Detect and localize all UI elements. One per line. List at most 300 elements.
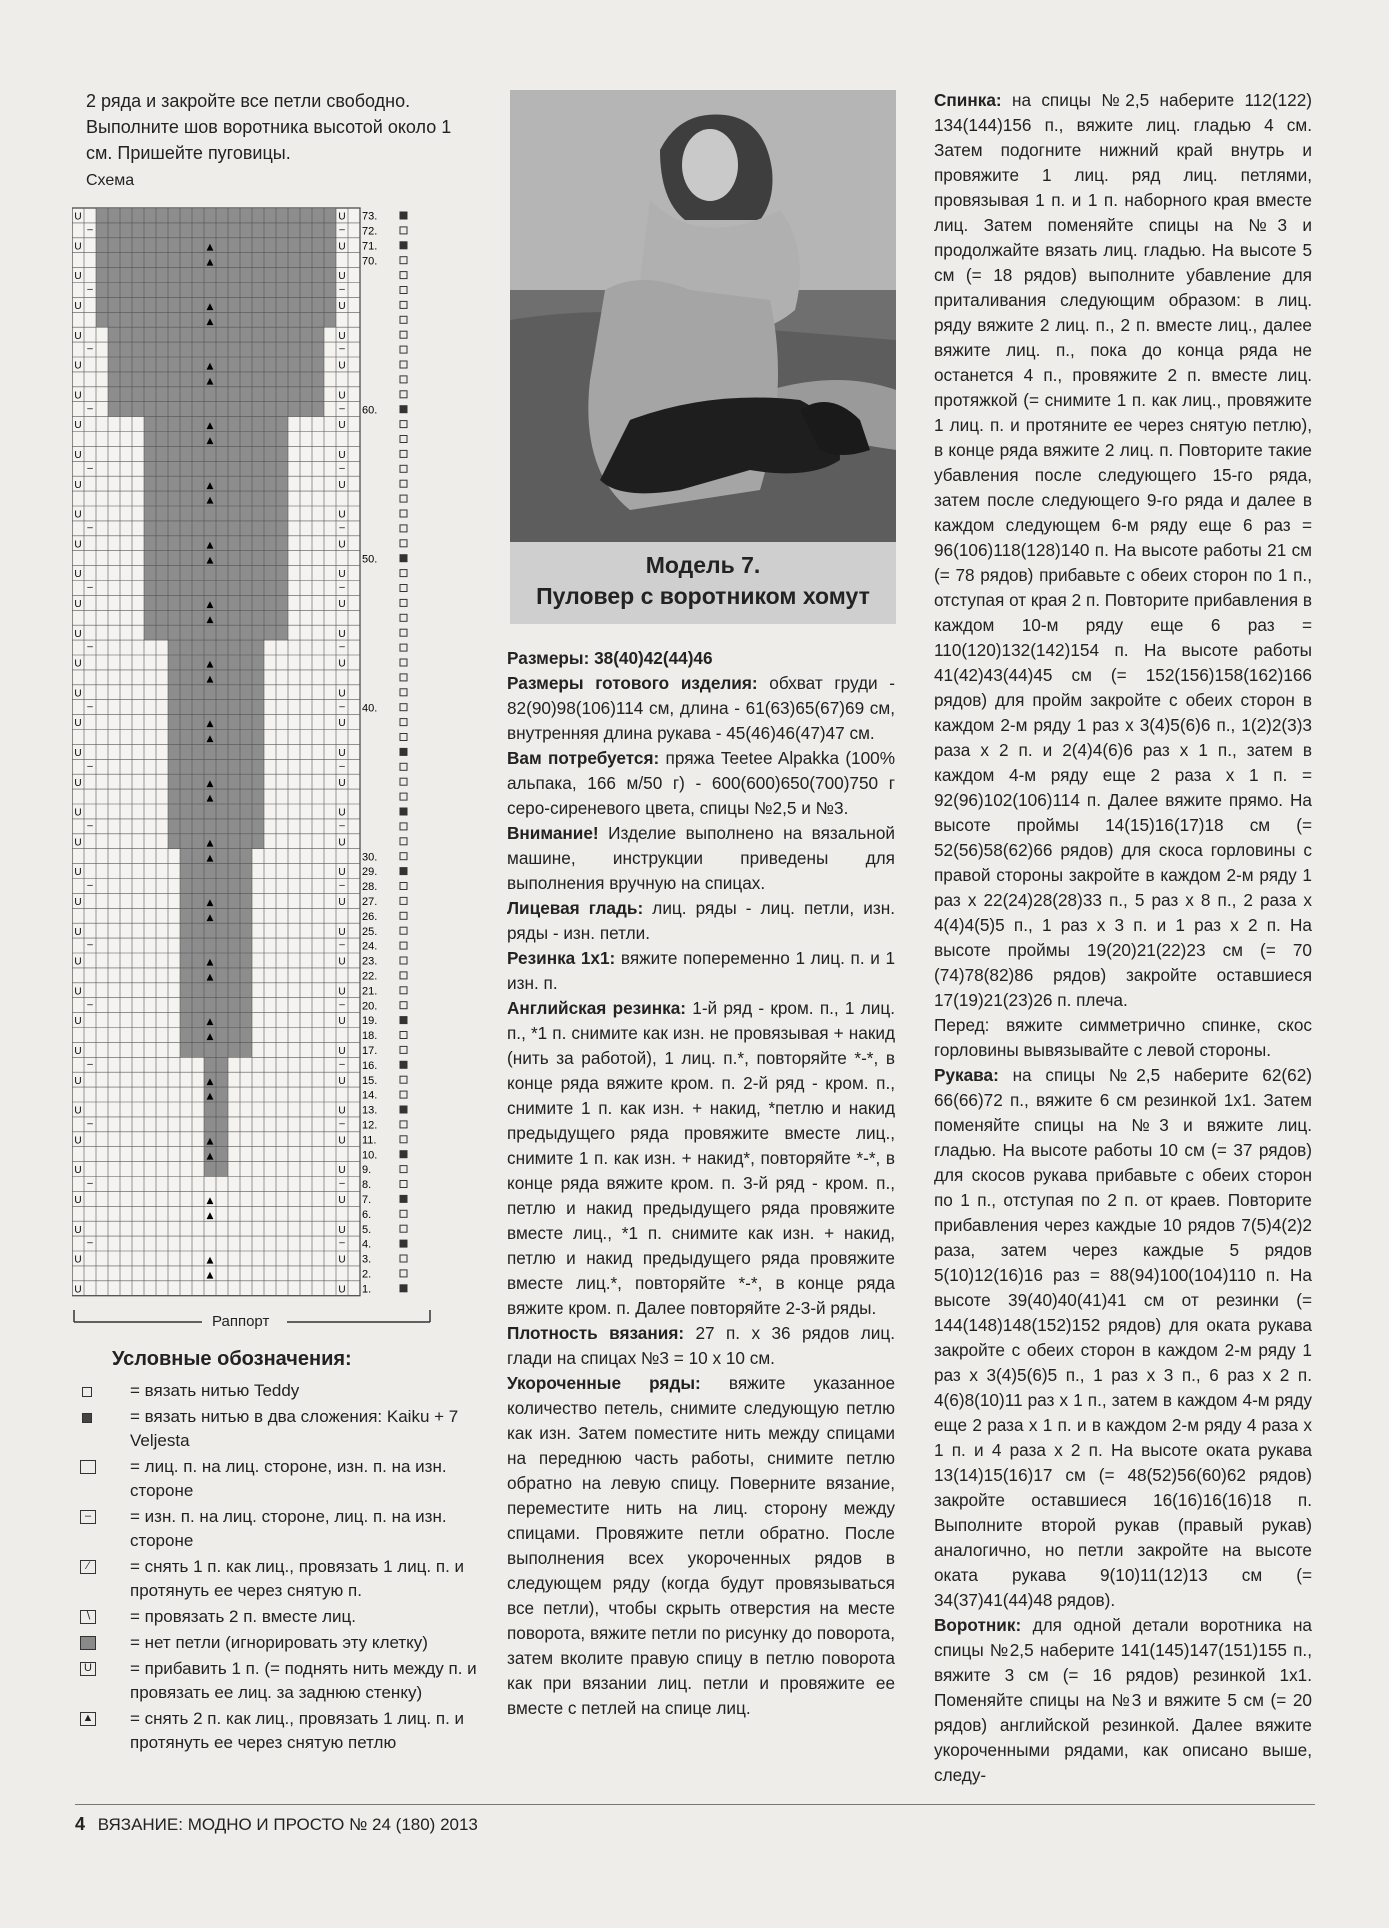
increase-icon: U <box>74 569 82 581</box>
legend-item <box>78 1707 488 1755</box>
right-heading: Воротник: <box>934 1615 1022 1635</box>
legend-text: = вязать нитью Teddy <box>130 1381 300 1400</box>
triangle-icon: ▲ <box>206 242 214 253</box>
chart-row-number: 15. <box>362 1074 378 1087</box>
increase-icon: U <box>74 1105 82 1117</box>
small-square-icon <box>400 659 407 666</box>
increase-icon: U <box>74 1075 82 1087</box>
right-paragraph <box>934 88 1312 1013</box>
chart-row-number: 23. <box>362 955 378 968</box>
legend-item <box>78 1605 488 1629</box>
increase-icon: U <box>338 360 346 372</box>
increase-icon: U <box>338 1165 346 1177</box>
filled-square-icon <box>400 1240 407 1247</box>
small-square-icon <box>400 465 407 472</box>
increase-icon: U <box>74 1016 82 1028</box>
middle-body: пряжа Teetee Alpakka (100% альпака, 166 м/50 г) - 600(600)650(700)750 г серо-сиреневого цвета, спицы №2,5 и №3. <box>507 748 895 818</box>
small-square-icon <box>400 1166 407 1173</box>
triangle-icon: ▲ <box>206 912 214 923</box>
filled-square-icon <box>400 242 407 249</box>
small-square-icon <box>400 987 407 994</box>
small-square-icon <box>400 1091 407 1098</box>
chart-row-number: 22. <box>362 970 378 983</box>
increase-icon: U <box>74 539 82 551</box>
dash-square-icon: – <box>87 403 93 415</box>
triangle-icon: ▲ <box>206 376 214 387</box>
increase-icon: U <box>338 509 346 521</box>
small-square-icon <box>400 644 407 651</box>
dash-square-icon: – <box>339 999 345 1011</box>
increase-icon: U <box>74 509 82 521</box>
triangle-icon: ▲ <box>80 1712 96 1726</box>
chart-row-number: 17. <box>362 1045 378 1058</box>
footer <box>75 1814 478 1835</box>
triangle-icon: ▲ <box>206 495 214 506</box>
increase-icon: U <box>74 1195 82 1207</box>
model-photo <box>510 90 896 542</box>
increase-icon: U <box>338 479 346 491</box>
small-square-icon <box>400 1255 407 1262</box>
chart-row-number: 24. <box>362 940 378 953</box>
small-square-icon <box>400 331 407 338</box>
increase-icon: U <box>338 1075 346 1087</box>
middle-body: 1-й ряд - кром. п., 1 лиц. п., *1 п. снимите как изн. не провязывая + накид (нить за работой), 1 лиц. п.*, повторяйте *-*, в конце ряда вяжите кром. п. 2-й ряд - кром. п., снимите 1 п. как изн. + накид, *петлю и накид предыдущего ряда провяжите вместе лиц., снимите 1 п. как изн. + накид*, повторяйте *-*, в конце ряда вяжите кром. п. 3-й ряд - кром. п., петлю и накид предыдущего ряда провяжите вместе лиц., *1 п. снимите как изн. + накид, петлю и накид предыдущего ряда провяжите вместе лиц.*, повторяйте *-*, в конце ряда вяжите кром. п. Далее повторяйте 2-3-й ряды. <box>507 998 895 1318</box>
dash-square-icon: – <box>87 224 93 236</box>
legend-items <box>78 1379 488 1755</box>
grey-square-icon <box>80 1636 96 1650</box>
triangle-icon: ▲ <box>206 540 214 551</box>
triangle-icon: ▲ <box>206 1210 214 1221</box>
small-square-icon <box>82 1387 92 1397</box>
triangle-icon: ▲ <box>206 1032 214 1043</box>
small-square-icon <box>400 1181 407 1188</box>
chart-row-number: 13. <box>362 1104 378 1117</box>
increase-icon: U <box>338 420 346 432</box>
triangle-icon: ▲ <box>206 1017 214 1028</box>
footer-publication: ВЯЗАНИЕ: МОДНО И ПРОСТО № 24 (180) 2013 <box>97 1815 478 1834</box>
increase-icon: U <box>338 1224 346 1236</box>
chart-row-number: 50. <box>362 553 378 566</box>
chart-row-number: 1. <box>362 1283 372 1296</box>
increase-icon: U <box>338 569 346 581</box>
legend-item <box>78 1555 488 1603</box>
small-square-icon <box>400 897 407 904</box>
triangle-icon: ▲ <box>206 734 214 745</box>
increase-icon: U <box>338 211 346 223</box>
small-square-icon <box>400 719 407 726</box>
increase-icon: U <box>338 1016 346 1028</box>
increase-icon: U <box>338 241 346 253</box>
filled-square-icon <box>400 1285 407 1292</box>
chart-row-number: 21. <box>362 985 378 998</box>
chart-row-number: 7. <box>362 1194 372 1207</box>
dash-square-icon: – <box>87 1118 93 1130</box>
chart-row-number: 19. <box>362 1015 378 1028</box>
middle-heading: Английская резинка: <box>507 998 687 1018</box>
increase-icon: U <box>74 330 82 342</box>
dash-square-icon: – <box>339 820 345 832</box>
knitting-chart <box>72 204 492 1310</box>
dash-square-icon: – <box>339 939 345 951</box>
chart-row-number: 73. <box>362 210 378 223</box>
increase-icon: U <box>338 956 346 968</box>
small-square-icon <box>400 257 407 264</box>
increase-icon: U <box>74 897 82 909</box>
middle-paragraph <box>507 946 895 996</box>
increase-icon: U <box>338 658 346 670</box>
legend-text: = прибавить 1 п. (= поднять нить между п. и провязать ее лиц. за заднюю стенку) <box>130 1659 477 1702</box>
dash-square-icon: – <box>339 462 345 474</box>
increase-icon: U <box>74 1135 82 1147</box>
chart-row-number: 3. <box>362 1253 372 1266</box>
increase-icon: U <box>338 867 346 879</box>
dash-square-icon: – <box>87 522 93 534</box>
increase-icon: U <box>74 837 82 849</box>
right-body: Перед: вяжите симметрично спинке, скос горловины вывязывайте с левой стороны. <box>934 1015 1312 1060</box>
right-paragraph <box>934 1063 1312 1613</box>
empty-square-icon <box>80 1460 96 1474</box>
filled-square-icon <box>400 555 407 562</box>
middle-body: вяжите попеременно 1 лиц. п. и 1 изн. п. <box>507 948 895 993</box>
increase-icon: U <box>74 658 82 670</box>
small-square-icon <box>400 361 407 368</box>
dash-square-icon: – <box>87 1058 93 1070</box>
triangle-icon: ▲ <box>206 898 214 909</box>
dash-square-icon: – <box>339 343 345 355</box>
triangle-icon: ▲ <box>206 1091 214 1102</box>
chart-row-number: 29. <box>362 866 378 879</box>
small-square-icon <box>400 942 407 949</box>
dash-square-icon: – <box>87 939 93 951</box>
scheme-label: Схема <box>86 172 135 189</box>
increase-icon: U <box>74 956 82 968</box>
right-heading: Рукава: <box>934 1065 999 1085</box>
middle-paragraph <box>507 896 895 946</box>
triangle-icon: ▲ <box>206 1196 214 1207</box>
small-square-icon <box>400 391 407 398</box>
increase-icon: U <box>74 926 82 938</box>
legend-text: = снять 2 п. как лиц., провязать 1 лиц. п. и протянуть ее через снятую петлю <box>130 1709 465 1752</box>
small-square-icon <box>400 927 407 934</box>
legend-item <box>78 1657 488 1705</box>
filled-square-icon <box>400 808 407 815</box>
small-square-icon <box>400 793 407 800</box>
triangle-icon: ▲ <box>206 555 214 566</box>
small-square-icon <box>400 1046 407 1053</box>
middle-heading: Лицевая гладь: <box>507 898 644 918</box>
small-square-icon <box>400 972 407 979</box>
small-square-icon <box>400 629 407 636</box>
small-square-icon <box>400 540 407 547</box>
small-square-icon <box>400 1076 407 1083</box>
small-square-icon <box>400 912 407 919</box>
increase-icon: U <box>74 211 82 223</box>
right-body: для одной детали воротника на спицы №2,5 наберите 141(145)147(151)155 п., вяжите 3 см (= 16 рядов) резинкой 1x1. Поменяйте спицы на №3 и вяжите 5 см (= 20 рядов) английской резинкой. Далее вяжите укороченными рядами, как описано выше, следу- <box>934 1615 1312 1785</box>
increase-icon: U <box>338 539 346 551</box>
increase-icon: U <box>74 777 82 789</box>
left-intro-text: 2 ряда и закройте все петли свободно. Выполните шов воротника высотой около 1 см. Пришейте пуговицы. <box>86 91 452 163</box>
increase-icon: U <box>74 450 82 462</box>
triangle-icon: ▲ <box>206 302 214 313</box>
increase-icon: U <box>74 1284 82 1296</box>
triangle-icon: ▲ <box>206 600 214 611</box>
legend-text: = снять 1 п. как лиц., провязать 1 лиц. п. и протянуть ее через снятую п. <box>130 1557 465 1600</box>
dash-square-icon: – <box>87 343 93 355</box>
chart-row-number: 10. <box>362 1149 378 1162</box>
chart-row-number: 11. <box>362 1134 377 1147</box>
chart-row-number: 26. <box>362 910 378 923</box>
triangle-icon: ▲ <box>206 674 214 685</box>
increase-icon: U <box>338 390 346 402</box>
increase-icon: U <box>338 777 346 789</box>
middle-paragraph <box>507 1371 895 1721</box>
increase-icon: U <box>74 1224 82 1236</box>
increase-icon: U <box>74 479 82 491</box>
increase-icon: U <box>338 986 346 998</box>
increase-icon: U <box>338 628 346 640</box>
small-square-icon <box>400 346 407 353</box>
dash-square-icon: – <box>87 1237 93 1249</box>
chart-row-number: 70. <box>362 255 378 268</box>
small-square-icon <box>400 1121 407 1128</box>
right-column <box>934 88 1312 1788</box>
triangle-icon: ▲ <box>206 257 214 268</box>
dash-square-icon: – <box>339 522 345 534</box>
chart-row-number: 28. <box>362 881 378 894</box>
dash-square-icon: – <box>339 224 345 236</box>
triangle-icon: ▲ <box>206 421 214 432</box>
legend-text: = нет петли (игнорировать эту клетку) <box>130 1633 428 1652</box>
small-square-icon <box>400 570 407 577</box>
increase-icon: U <box>74 688 82 700</box>
small-square-icon <box>400 1136 407 1143</box>
chart-row-number: 18. <box>362 1030 378 1043</box>
dash-square-icon: – <box>339 1118 345 1130</box>
middle-body: обхват груди - 82(90)98(106)114 см, длина - 61(63)65(67)69 см, внутренняя длина рукава - 45(46)46(47)47 см. <box>507 673 895 743</box>
small-square-icon <box>400 823 407 830</box>
legend-item <box>78 1455 488 1503</box>
legend-item <box>78 1631 488 1655</box>
small-square-icon <box>400 510 407 517</box>
rapport-label: Раппорт <box>212 1313 270 1330</box>
small-square-icon <box>400 1032 407 1039</box>
triangle-icon: ▲ <box>206 1255 214 1266</box>
right-body: на спицы №2,5 наберите 112(122) 134(144)156 п., вяжите лиц. гладью 4 см. Затем подогните нижний край внутрь и провяжите 1 лиц. ряд лиц. петлями, провязывая 1 п. и 1 п. наборного края вместе лиц. Затем поменяйте спицы на №3 и продолжайте вязать лиц. гладью. На высоте 5 см (= 18 рядов) выполните убавление для приталивания следующим образом: в лиц. ряду вяжите 2 лиц. п., 2 п. вместе лиц., далее вяжите лиц. п., пока до конца ряда не останется 4 п., провяжите 2 п. вместе лиц. протяжкой (= снимите 1 п. как лиц., провяжите 1 лиц. п. и протяните ее через снятую петлю), в конце ряда вяжите 2 лиц. п. Повторите такие убавления после следующего 15-го ряда, затем после следующего 9-го ряда и далее в каждом следующем 6-м ряду еще 6 раз = 96(106)118(128)140 п. На высоте работы 21 см (= 78 рядов) прибавьте с обеих сторон по 1 п., отступая от края 2 п. Повторите прибавления в каждом 10-м ряду еще 6 раз = 110(120)132(142)154 п. На высоте работы 41(42)43(44)45 см (= 152(156)158(162)166 рядов) для пройм закройте с обеих сторон в каждом 2-м ряду 1 раз x 3(4)5(6)6 п., 1(2)2(3)3 раза x 2 п. и 2(4)4(6)6 раз x 1 п., затем в каждом 4-м ряду еще 2 раза x 1 п. = 92(96)102(106)114 п. Далее вяжите прямо. На высоте проймы 14(15)16(17)18 см (= 52(56)58(62)66 рядов) для скоса горловины с правой стороны закройте в каждом 2-м ряду 1 раз x 22(24)28(28)33 п., 5 раз x 8 п., 2 раза x 4(4)4(5)5 п., 1 раз x 3 п. и 1 раз x 2 п. На высоте проймы 19(20)21(22)23 см (= 70 (74)78(82)86 рядов) закройте оставшиеся 17(19)21(23)26 п. плеча. <box>934 90 1312 1010</box>
middle-heading: Укороченные ряды: <box>507 1373 701 1393</box>
legend-item <box>78 1505 488 1553</box>
small-square-icon <box>400 853 407 860</box>
chart-row-number: 9. <box>362 1164 372 1177</box>
small-square-icon <box>400 227 407 234</box>
small-square-icon <box>400 376 407 383</box>
chart-row-number: 27. <box>362 896 378 909</box>
small-square-icon <box>400 704 407 711</box>
rapport-bracket <box>72 1310 432 1334</box>
small-square-icon <box>400 1225 407 1232</box>
chart-row-number: 16. <box>362 1059 378 1072</box>
increase-icon: U <box>74 599 82 611</box>
right-paragraph <box>934 1013 1312 1063</box>
middle-column <box>507 646 895 1721</box>
increase-icon: U <box>74 420 82 432</box>
small-square-icon <box>400 480 407 487</box>
chart-row-number: 40. <box>362 702 378 715</box>
increase-icon: U <box>338 271 346 283</box>
triangle-icon: ▲ <box>206 778 214 789</box>
increase-icon: U <box>74 1046 82 1058</box>
chart-row-number: 25. <box>362 925 378 938</box>
legend-text: = изн. п. на лиц. стороне, лиц. п. на изн. стороне <box>130 1507 447 1550</box>
increase-icon: U <box>338 688 346 700</box>
middle-heading: Вам потребуется: <box>507 748 660 768</box>
small-square-icon <box>400 1002 407 1009</box>
small-square-icon <box>400 778 407 785</box>
small-square-icon <box>400 599 407 606</box>
filled-square-icon <box>400 748 407 755</box>
dash-square-icon: – <box>339 1178 345 1190</box>
triangle-icon: ▲ <box>206 853 214 864</box>
chart-row-number: 4. <box>362 1238 372 1251</box>
chart-row-number: 12. <box>362 1119 378 1132</box>
middle-heading: Размеры готового изделия: <box>507 673 758 693</box>
legend <box>78 1348 488 1757</box>
legend-text: = вязать нитью в два сложения: Kaiku + 7 Veljesta <box>130 1407 459 1450</box>
chart-row-number: 5. <box>362 1223 372 1236</box>
small-square-icon <box>400 301 407 308</box>
increase-icon: U <box>74 748 82 760</box>
legend-text: = провязать 2 п. вместе лиц. <box>130 1607 357 1626</box>
legend-item <box>78 1405 488 1453</box>
increase-icon: U <box>74 360 82 372</box>
legend-title: Условные обозначения: <box>112 1348 352 1370</box>
dash-square-icon: – <box>339 403 345 415</box>
chart-row-number: 71. <box>362 240 378 253</box>
middle-paragraph <box>507 821 895 896</box>
dash-square-icon: – <box>87 820 93 832</box>
dash-square-icon: – <box>339 1058 345 1070</box>
middle-paragraph <box>507 646 895 671</box>
middle-paragraph <box>507 996 895 1321</box>
increase-icon: U <box>338 330 346 342</box>
filled-square-icon <box>400 406 407 413</box>
increase-icon: U <box>74 718 82 730</box>
middle-body: 27 п. x 36 рядов лиц. глади на спицах №3 = 10 x 10 см. <box>507 1323 895 1368</box>
middle-body: лиц. ряды - лиц. петли, изн. ряды - изн. петли. <box>507 898 895 943</box>
increase-icon: U <box>338 897 346 909</box>
triangle-icon: ▲ <box>206 793 214 804</box>
triangle-icon: ▲ <box>206 972 214 983</box>
dash-square-icon: – <box>87 641 93 653</box>
triangle-icon: ▲ <box>206 719 214 730</box>
model-title: Модель 7. <box>645 552 761 578</box>
right-heading: Спинка: <box>934 90 1002 110</box>
small-square-icon <box>400 287 407 294</box>
small-square-icon <box>400 674 407 681</box>
increase-icon: U <box>338 926 346 938</box>
increase-icon: U <box>74 271 82 283</box>
right-paragraph <box>934 1613 1312 1788</box>
dash-square-icon: – <box>87 462 93 474</box>
small-square-icon <box>400 450 407 457</box>
chart-row-number: 6. <box>362 1208 372 1221</box>
triangle-icon: ▲ <box>206 838 214 849</box>
middle-heading: Внимание! <box>507 823 599 843</box>
small-square-icon <box>400 272 407 279</box>
small-square-icon <box>400 495 407 502</box>
triangle-icon: ▲ <box>206 480 214 491</box>
filled-square-icon <box>400 1195 407 1202</box>
increase-icon: U <box>338 1135 346 1147</box>
small-square-icon <box>400 1210 407 1217</box>
chart-row-number: 14. <box>362 1089 378 1102</box>
filled-square-icon <box>82 1413 92 1423</box>
legend-text: = лиц. п. на лиц. стороне, изн. п. на изн. стороне <box>130 1457 447 1500</box>
triangle-icon: ▲ <box>206 361 214 372</box>
triangle-icon: ▲ <box>206 436 214 447</box>
legend-item <box>78 1379 488 1403</box>
chart-row-number: 20. <box>362 1000 378 1013</box>
increase-icon: U <box>338 1284 346 1296</box>
dash-square-icon: – <box>339 760 345 772</box>
middle-body: Изделие выполнено на вязальной машине, инструкции приведены для выполнения вручную на спицах. <box>507 823 895 893</box>
model-title-box <box>510 542 896 624</box>
footer-rule <box>75 1804 1315 1805</box>
middle-heading: Размеры: 38(40)42(44)46 <box>507 648 713 668</box>
middle-body: вяжите указанное количество петель, снимите следующую петлю как изн. Затем поместите нить между спицами на переднюю часть работы, снимите петлю обратно на левую спицу. Поверните вязание, переместите нить на лиц. сторону между спицами. Провяжите петли обратно. После выполнения всех укороченных рядов в следующем ряду (когда будут провязываться все петли), чтобы скрыть отверстия на месте поворота, вяжите петли по рисунку до поворота, затем вколите правую спицу в петлю поворота как при вязании лиц. петли и провяжите ее вместе с петлей на спице лиц. <box>507 1373 896 1718</box>
increase-icon: U <box>74 301 82 313</box>
dash-square-icon: – <box>339 641 345 653</box>
small-square-icon <box>400 436 407 443</box>
right-body: на спицы №2,5 наберите 62(62) 66(66)72 п., вяжите 6 см резинкой 1x1. Затем поменяйте спицы на №3 и вяжите лиц. гладью. На высоте работы 10 см (= 37 рядов) для скосов рукава прибавьте с обеих сторон по 1 п., отступая по 2 п. от краев. Повторите прибавления через каждые 10 рядов 7(5)4(2)2 раза, затем через каждые 5 рядов 5(10)12(16)16 раз = 88(94)100(104)110 п. На высоте 39(40)40(41)41 см от резинки (= 144(148)148(152)152 рядов) для оката рукава закройте с обеих сторон в каждом 2-м ряду 1 раз x 3(4)5(6)5 п., 1 раз x 3 п., 6 раз x 2 п. 4(6)8(10)11 раз x 1 п., затем в каждом 4-м ряду еще 2 раза x 1 п. и в каждом 2-м ряду 4 раза x 1 п. и 4 раза x 2 п. На высоте оката рукава 13(14)15(16)17 см (= 48(52)56(60)62 рядов) закройте оставшиеся 16(16)16(16)18 п. Выполните второй рукав (правый рукав) аналогично, но петли закройте на высоте оката рукава 9(10)11(12)13 см (= 34(37)41(44)48 рядов). <box>934 1065 1312 1610</box>
small-square-icon <box>400 734 407 741</box>
dash-square-icon: – <box>339 701 345 713</box>
small-square-icon <box>400 838 407 845</box>
middle-paragraph <box>507 671 895 746</box>
triangle-icon: ▲ <box>206 1151 214 1162</box>
triangle-icon: ▲ <box>206 1136 214 1147</box>
increase-icon: U <box>80 1662 96 1676</box>
increase-icon: U <box>338 807 346 819</box>
filled-square-icon <box>400 868 407 875</box>
small-square-icon <box>400 689 407 696</box>
small-square-icon <box>400 525 407 532</box>
increase-icon: U <box>338 1046 346 1058</box>
middle-paragraph <box>507 746 895 821</box>
chart-row-number: 60. <box>362 404 378 417</box>
small-square-icon <box>400 585 407 592</box>
triangle-icon: ▲ <box>206 1270 214 1281</box>
chart-row-number: 72. <box>362 225 378 238</box>
dash-square-icon: – <box>339 582 345 594</box>
chart-row-number: 2. <box>362 1268 372 1281</box>
increase-icon: U <box>74 241 82 253</box>
increase-icon: U <box>74 807 82 819</box>
dash-square-icon: – <box>87 1178 93 1190</box>
model-subtitle: Пуловер с воротником хомут <box>536 583 870 609</box>
small-square-icon <box>400 316 407 323</box>
dash-square-icon: – <box>87 999 93 1011</box>
triangle-icon: ▲ <box>206 1076 214 1087</box>
increase-icon: U <box>338 748 346 760</box>
skpo-icon: ∕ <box>80 1560 96 1574</box>
increase-icon: U <box>74 986 82 998</box>
small-square-icon <box>400 957 407 964</box>
chart-row-number: 8. <box>362 1179 372 1192</box>
small-square-icon <box>400 421 407 428</box>
middle-heading: Резинка 1x1: <box>507 948 616 968</box>
filled-square-icon <box>400 1017 407 1024</box>
increase-icon: U <box>74 1165 82 1177</box>
